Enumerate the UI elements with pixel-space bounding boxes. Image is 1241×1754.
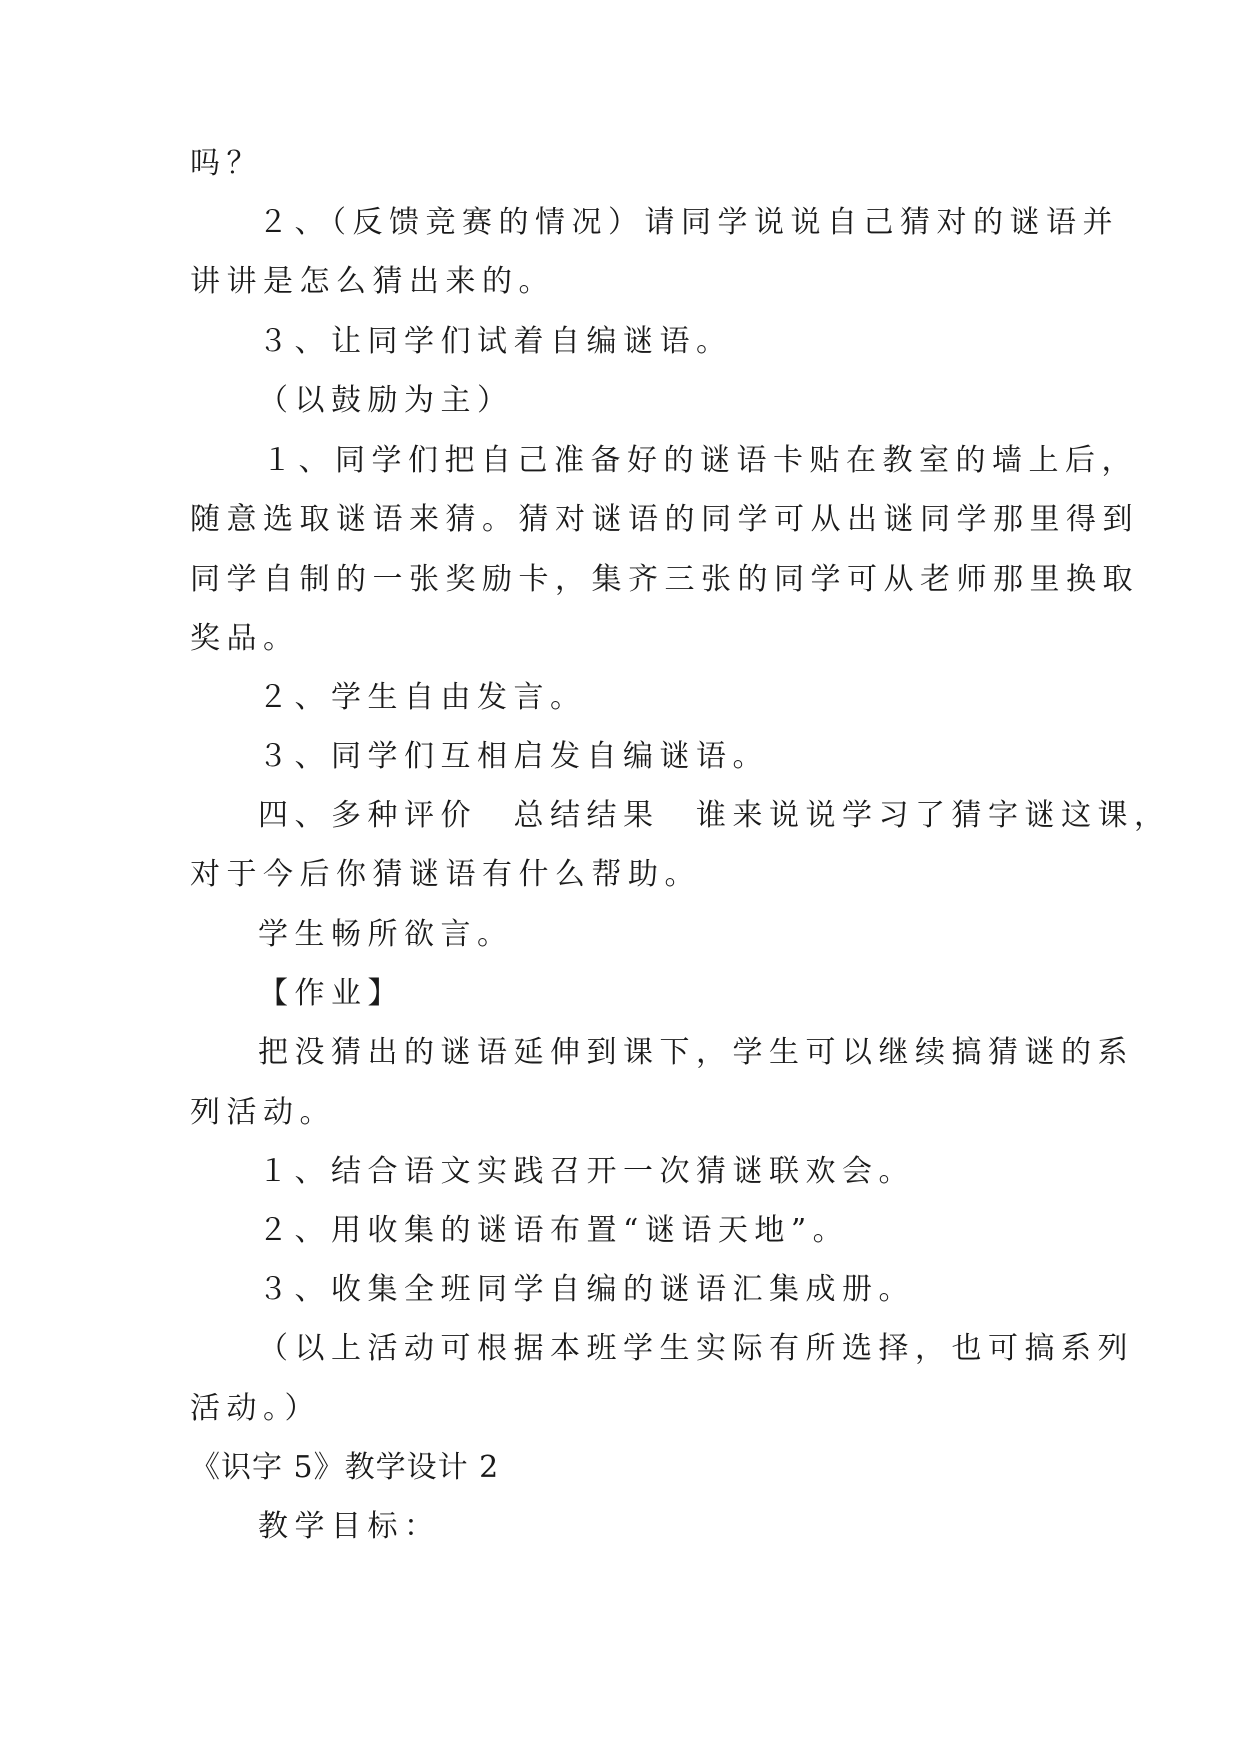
text-line: ３、同学们互相启发自编谜语。 <box>258 739 769 774</box>
text-line: 教学目标： <box>258 1509 441 1544</box>
text-line: 随意选取谜语来猜。猜对谜语的同学可从出谜同学那里得到 <box>190 502 1139 537</box>
text-line: １、结合语文实践召开一次猜谜联欢会。 <box>258 1154 915 1189</box>
text-line: 讲讲是怎么猜出来的。 <box>190 264 555 299</box>
text-line: ２、学生自由发言。 <box>258 680 587 715</box>
text-line: （以鼓励为主） <box>258 383 514 418</box>
text-line: ３、让同学们试着自编谜语。 <box>258 324 733 359</box>
text-line: 活动。） <box>190 1391 321 1426</box>
text-line: 同学自制的一张奖励卡，集齐三张的同学可从老师那里换取 <box>190 562 1139 597</box>
text-line: ２、用收集的谜语布置“谜语天地”。 <box>258 1213 850 1248</box>
text-line: （以上活动可根据本班学生实际有所选择，也可搞系列 <box>258 1331 1134 1366</box>
text-line: 把没猜出的谜语延伸到课下，学生可以继续搞猜谜的系 <box>258 1035 1134 1070</box>
text-line: ３、收集全班同学自编的谜语汇集成册。 <box>258 1272 915 1307</box>
text-line: 学生畅所欲言。 <box>258 917 514 952</box>
text-line: 【作业】 <box>258 976 404 1011</box>
text-line: 吗？ <box>190 146 263 181</box>
text-line: 奖品。 <box>190 621 300 656</box>
text-line: 四、多种评价 总结结果 谁来说说学习了猜字谜这课， <box>258 798 1171 833</box>
section-heading: 《识字 5》教学设计 2 <box>190 1450 500 1485</box>
text-line: 列活动。 <box>190 1095 336 1130</box>
text-line: 对于今后你猜谜语有什么帮助。 <box>190 857 701 892</box>
text-line: １、同学们把自己准备好的谜语卡贴在教室的墙上后， <box>262 443 1138 478</box>
text-line: ２、（反馈竞赛的情况）请同学说说自己猜对的谜语并 <box>258 205 1119 240</box>
